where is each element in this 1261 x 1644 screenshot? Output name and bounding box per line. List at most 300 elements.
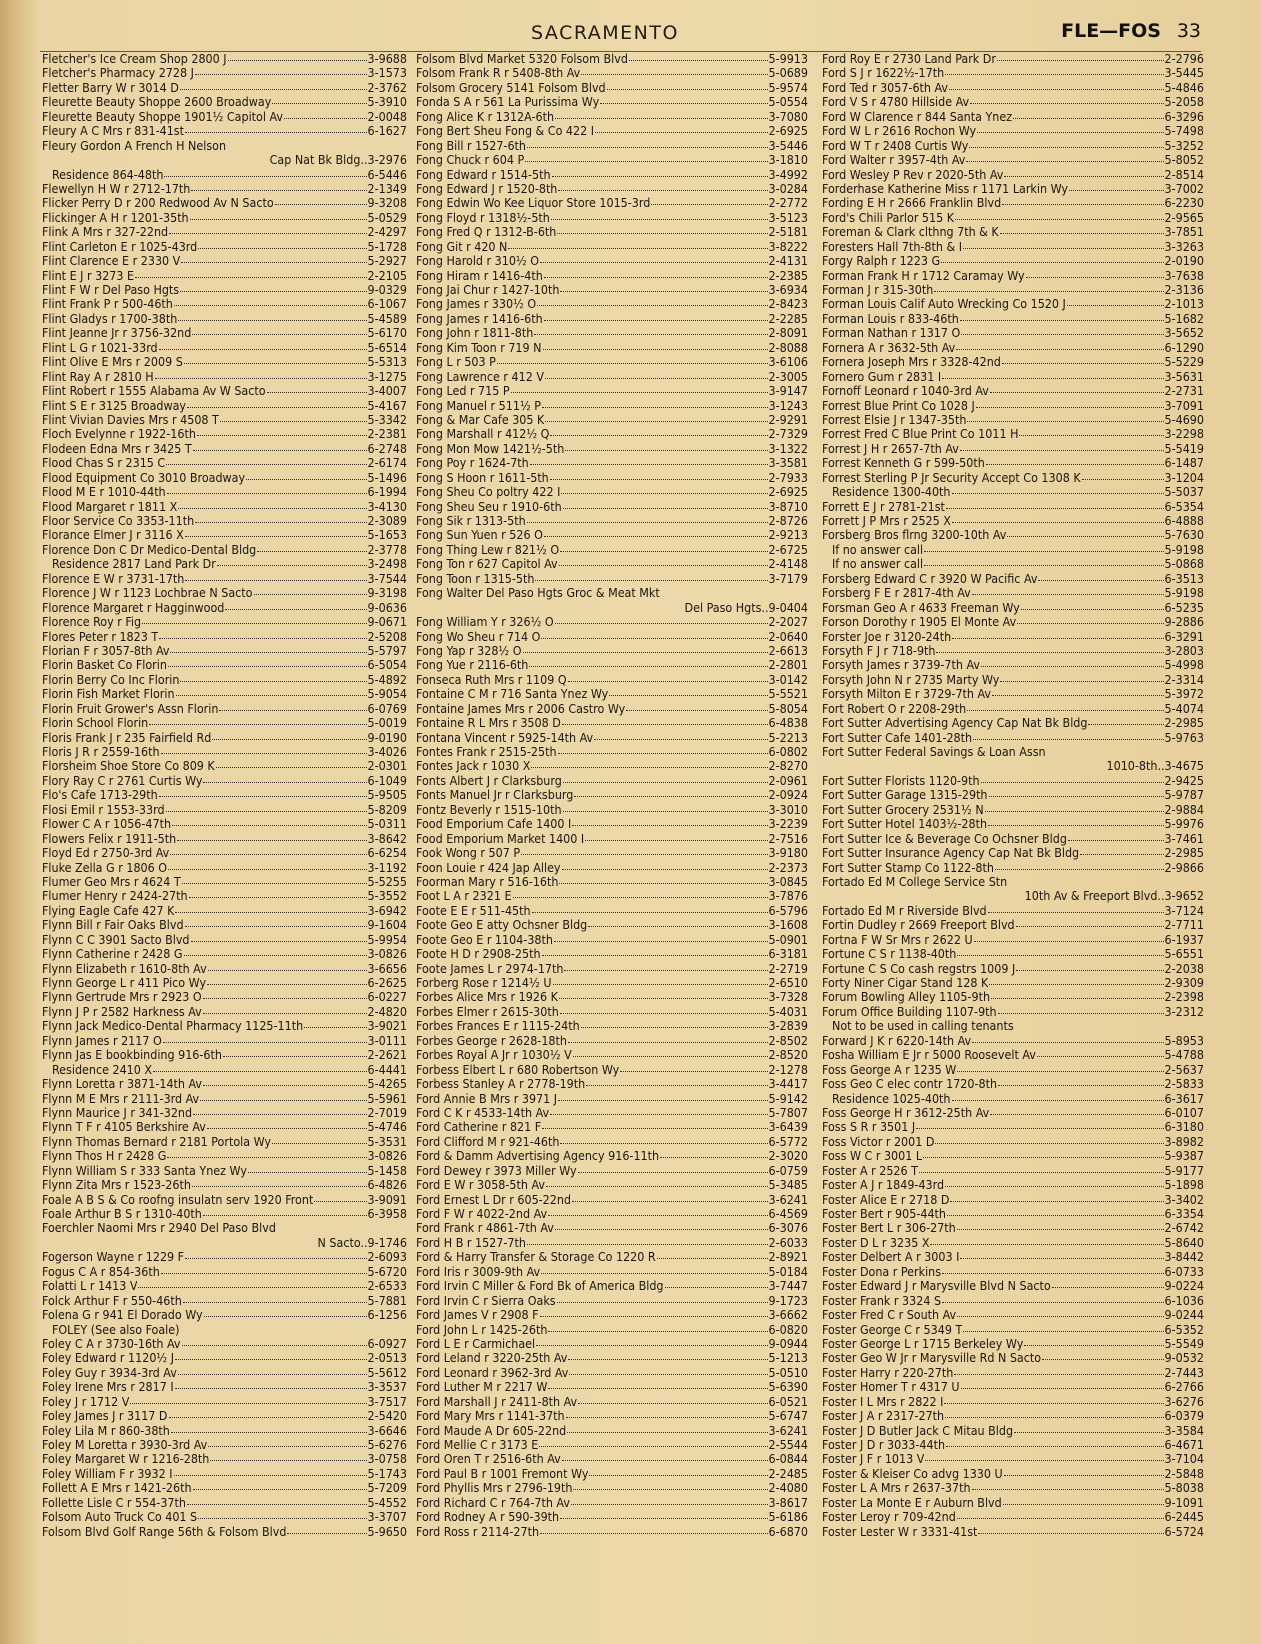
listing-phone: 2-6093 [367, 1249, 407, 1265]
listing-name: Fong Edward J r 1520-8th [416, 181, 558, 196]
listing-name: Flint L G r 1021-33rd [42, 340, 158, 355]
listing-name: Forman J r 315-30th [822, 283, 934, 297]
listing-name: Forman Louis Calif Auto Wrecking Co 1520 J [822, 297, 1066, 312]
listing-name: Flo's Cafe 1713-29th [42, 788, 158, 803]
listing-name: Flynn T F r 4105 Berkshire Av [42, 1120, 206, 1135]
listing-name: Foley Irene Mrs r 2817 I [42, 1380, 174, 1395]
leader-dots [963, 1321, 1163, 1332]
leader-dots [163, 1032, 367, 1043]
listing-name: Food Emporium Cafe 1400 I [416, 817, 572, 832]
leader-dots [167, 483, 367, 494]
listing-phone: 5-4788 [1164, 1047, 1204, 1063]
listing-phone: 2-8270 [768, 758, 808, 774]
listing-phone: 3-8222 [768, 238, 808, 254]
listing-name: Fornero Gum r 2831 I [822, 369, 942, 384]
listing-phone: 5-9505 [367, 787, 407, 803]
leader-dots [550, 425, 767, 436]
listing-phone: 6-2625 [367, 975, 407, 990]
leader-dots [272, 93, 366, 104]
leader-dots [989, 786, 1164, 797]
leader-dots [180, 79, 367, 90]
listing-name: Flint Olive E Mrs r 2009 S [42, 355, 183, 370]
listing-name: Ford Ted r 3057-6th Av [822, 80, 949, 95]
listing-phone: 2-2038 [1164, 960, 1204, 976]
leader-dots [207, 974, 366, 985]
listing-name: Forrett E J r 2781-21st [822, 499, 945, 514]
listing-name: Ford Walter r 3957-4th Av [822, 153, 966, 168]
listing-name: Flint Clarence E r 2330 V [42, 254, 181, 269]
listing-phone: 3-7328 [768, 989, 808, 1005]
listing-name: Fort Sutter Cafe 1401-28th [822, 730, 973, 745]
leader-dots [972, 584, 1164, 595]
leader-dots [578, 1393, 767, 1404]
listing-entry [416, 572, 808, 586]
listing-phone: 3-4026 [367, 744, 407, 759]
listing-phone: 5-3552 [367, 888, 407, 904]
listing-phone: 5-3342 [367, 411, 407, 427]
listing-name: Fong Alice K r 1312A-6th [416, 109, 555, 124]
listing-name: Ford Annie B Mrs r 3971 J [416, 1091, 558, 1106]
listing-name: Forsyth Milton E r 3729-7th Av [822, 687, 991, 702]
listing-name: Forman Nathan r 1317 O [822, 326, 961, 341]
leader-dots [248, 1162, 367, 1173]
leader-dots [175, 1349, 366, 1360]
leader-dots [228, 50, 367, 61]
leader-dots [578, 1162, 768, 1173]
listing-phone: 3-1810 [768, 152, 808, 168]
listing-name: Foster A J r 1849-43rd [822, 1178, 945, 1193]
listing-name: Forgy Ralph r 1223 G [822, 254, 941, 269]
leader-dots [535, 570, 767, 581]
listing-phone: 9-0190 [367, 729, 407, 745]
leader-dots [560, 1508, 767, 1519]
listing-name: Ford Catherine r 821 F [416, 1120, 542, 1135]
leader-dots [223, 1046, 367, 1057]
leader-dots [588, 916, 767, 927]
leader-dots [565, 440, 767, 451]
listing-phone: 2-5544 [768, 1437, 808, 1452]
listing-name: Ford & Damm Advertising Agency 916-11th [416, 1149, 660, 1164]
listing-phone: 3-2803 [1164, 642, 1204, 658]
leader-dots [581, 1017, 768, 1028]
listing-phone: 3-2839 [768, 1018, 808, 1034]
listing-name: Foster Bert r 905-44th [822, 1207, 946, 1221]
listing-phone: 2-0924 [768, 787, 808, 803]
leader-dots [585, 830, 767, 841]
listing-phone: 3-4992 [768, 166, 808, 182]
listing-name: Flynn Maurice J r 341-32nd [42, 1105, 193, 1120]
listing-name: Foster J F r 1013 V [822, 1452, 925, 1467]
listing-name: Flynn Thomas Bernard r 2181 Portola Wy [42, 1134, 272, 1149]
column-3 [822, 52, 1204, 1539]
listing-phone: 5-0554 [768, 94, 808, 110]
leader-dots [204, 1306, 367, 1317]
listing-name: Forrest Elsie J r 1347-35th [822, 412, 967, 427]
listing-phone: 6-2748 [367, 440, 407, 456]
leader-dots [568, 1032, 768, 1043]
listing-name: Ford Richard C r 764-7th Av [416, 1495, 570, 1510]
listing-name: Foster Edward J r Marysville Blvd N Sacto [822, 1279, 1051, 1294]
leader-dots [178, 1364, 367, 1375]
listing-phone: 9-0944 [768, 1335, 808, 1351]
listing-phone: 3-1573 [367, 65, 407, 81]
listing-name: Folsom Auto Truck Co 401 S [42, 1510, 198, 1525]
listing-name: Fleurette Beauty Shoppe 2600 Broadway [42, 95, 272, 110]
listing-name: Florin Basket Co Florin [42, 658, 167, 673]
leader-dots [560, 1133, 767, 1144]
leader-dots [988, 902, 1164, 913]
listing-phone: 2-4297 [367, 224, 407, 240]
leader-dots [935, 1133, 1163, 1144]
leader-dots [555, 108, 767, 119]
listing-name: Forrest Kenneth G r 599-50th [822, 456, 985, 471]
leader-dots [210, 1450, 366, 1461]
listing-phone: 2-1349 [367, 180, 407, 196]
leader-dots [529, 656, 767, 667]
listing-name: Fortune C S r 1138-40th [822, 947, 957, 962]
listing-name: Forman Frank H r 1712 Caramay Wy [822, 268, 1025, 283]
listing-phone: 2-5637 [1164, 1061, 1204, 1077]
leader-dots [1024, 1335, 1163, 1346]
leader-dots [916, 1118, 1163, 1129]
listing-phone: 2-4148 [768, 556, 808, 572]
leader-dots [135, 267, 366, 278]
leader-dots [976, 397, 1164, 408]
listing-name: Foss George A r 1235 W [822, 1062, 957, 1077]
listing-name: Flint Carleton E r 1025-43rd [42, 239, 198, 254]
listing-phone: 2-0513 [367, 1350, 407, 1366]
listing-phone: 6-3513 [1164, 570, 1204, 586]
listing-phone: 5-5229 [1164, 354, 1204, 370]
leader-dots [960, 310, 1164, 321]
listing-phone: 2-0301 [367, 758, 407, 774]
leader-dots [1082, 469, 1164, 480]
listing-name: Flynn Jas E bookbinding 916-6th [42, 1048, 222, 1063]
listing-phone: 6-1937 [1164, 931, 1204, 947]
leader-dots [166, 801, 367, 812]
listing-phone: 3-1192 [367, 859, 407, 875]
leader-dots [284, 108, 367, 119]
listing-phone: 3-6662 [768, 1307, 808, 1323]
listing-entry [42, 1221, 407, 1235]
listing-name: Forsyth F J r 718-9th [822, 643, 936, 658]
listing-name: Fonts Albert J r Clarksburg [416, 773, 562, 788]
listing-name: Fong Sun Yuen r 526 O [416, 528, 543, 543]
leader-dots [967, 411, 1163, 422]
listing-phone: 2-6742 [1164, 1220, 1204, 1236]
leader-dots [545, 368, 768, 379]
listing-phone: 5-9650 [367, 1523, 407, 1539]
listing-name: Folsom Grocery 5141 Folsom Blvd [416, 80, 606, 95]
listing-name: Ford L E r Carmichael [416, 1336, 536, 1351]
listing-phone: 3-3537 [367, 1379, 407, 1395]
listing-phone: 5-0311 [367, 816, 407, 832]
listing-name: Foley C A r 3730-16th Av [42, 1336, 181, 1351]
listing-name: Ford John L r 1425-26th [416, 1322, 548, 1337]
listing-phone: 6-0769 [367, 700, 407, 716]
listing-phone: 6-4441 [367, 1061, 407, 1077]
listing-name: Florian F r 3057-8th Av [42, 643, 170, 658]
leader-dots [548, 1378, 767, 1389]
listing-name: Flynn George L r 411 Pico Wy [42, 976, 207, 990]
listing-phone: 5-7498 [1164, 123, 1204, 139]
leader-dots [1000, 223, 1164, 234]
listing-phone: 5-9142 [768, 1090, 808, 1106]
listing-name: Flint Vivian Davies Mrs r 4508 T [42, 412, 219, 427]
listing-phone: 5-1458 [367, 1162, 407, 1178]
leader-dots [169, 1407, 367, 1418]
listing-phone: 5-2213 [768, 729, 808, 745]
leader-dots [185, 526, 367, 537]
listing-name: Florin Berry Co Inc Florin [42, 672, 180, 687]
listing-name: Forman Louis r 833-46th [822, 311, 959, 326]
listing-phone: 5-6390 [768, 1379, 808, 1395]
leader-dots [254, 584, 367, 595]
alpha-range: FLE—FOS [1061, 20, 1161, 42]
leader-dots [626, 700, 767, 711]
leader-dots [985, 801, 1164, 812]
listing-phone: 5-4265 [367, 1076, 407, 1092]
listing-name: Forbes Frances E r 1115-24th [416, 1019, 580, 1034]
listing-phone: 2-2985 [1164, 715, 1204, 731]
listing-phone: 6-1256 [367, 1307, 407, 1323]
leader-dots [957, 1061, 1163, 1072]
leader-dots [923, 1147, 1163, 1158]
listing-phone: 5-1653 [367, 527, 407, 543]
leader-dots [995, 859, 1164, 870]
listing-name: Ford W L r 2616 Rochon Wy [822, 124, 977, 139]
leader-dots [190, 209, 367, 220]
leader-dots [925, 1450, 1163, 1461]
listing-phone: 3-3581 [768, 455, 808, 471]
listing-name: Fong Thing Lew r 821½ O [416, 542, 560, 557]
leader-dots [924, 541, 1163, 552]
listing-phone: 9-1091 [1164, 1494, 1204, 1510]
listing-name: Foster George L r 1715 Berkeley Wy [822, 1336, 1024, 1351]
leader-dots [553, 974, 768, 985]
listing-phone: 3-6656 [367, 960, 407, 976]
listing-phone: 3-0826 [367, 1148, 407, 1164]
listing-phone: 5-9054 [367, 686, 407, 702]
listing-name: Flint S E r 3125 Broadway [42, 398, 187, 413]
leader-dots [203, 988, 367, 999]
leader-dots [563, 801, 768, 812]
listing-phone: 2-7443 [1164, 1364, 1204, 1380]
listing-phone: 3-0284 [768, 180, 808, 196]
leader-dots [153, 1061, 366, 1072]
listing-phone: 3-6439 [768, 1119, 808, 1135]
listing-phone: 6-1290 [1164, 339, 1204, 355]
listing-phone: 5-9954 [367, 931, 407, 947]
leader-dots [1088, 714, 1163, 725]
listing-phone: 5-1898 [1164, 1177, 1204, 1193]
listing-continuation: 10th Av & Freeport Blvd..3-9652 [1024, 888, 1204, 904]
listing-phone: 5-6170 [367, 325, 407, 341]
listing-entry [42, 139, 407, 153]
leader-dots [167, 1147, 366, 1158]
leader-dots [960, 440, 1164, 451]
listing-name: Fong Yap r 328½ O [416, 643, 522, 658]
leader-dots [208, 960, 367, 971]
listing-phone: 6-0802 [768, 744, 808, 759]
listing-phone: 3-0845 [768, 873, 808, 889]
listing-name: Flosi Emil r 1553-33rd [42, 802, 165, 817]
listing-name: Forbes Alice Mrs r 1926 K [416, 990, 558, 1005]
listing-continuation: 1010-8th..3-4675 [1106, 758, 1204, 774]
listing-phone: 2-6533 [367, 1278, 407, 1294]
listing-phone: 2-1278 [768, 1061, 808, 1077]
leader-dots [949, 79, 1164, 90]
leader-dots [572, 1191, 768, 1202]
leader-dots [944, 1393, 1163, 1404]
listing-name: Forum Bowling Alley 1105-9th [822, 990, 991, 1005]
leader-dots [936, 642, 1163, 653]
listing-phone: 5-9574 [768, 79, 808, 95]
listing-name: Flood M E r 1010-44th [42, 485, 166, 500]
listing-phone: 2-7019 [367, 1104, 407, 1120]
listing-name: Ford Paul B r 1001 Fremont Wy [416, 1466, 589, 1481]
listing-phone: 5-9763 [1164, 729, 1204, 745]
leader-dots [607, 79, 768, 90]
listing-name: Foster Frank r 3324 S [822, 1293, 942, 1308]
leader-dots [170, 642, 366, 653]
listing-entry [42, 1525, 407, 1539]
leader-dots [559, 988, 768, 999]
listing-phone: 3-1608 [768, 917, 808, 933]
listing-phone: 2-9565 [1164, 209, 1204, 225]
leader-dots [924, 555, 1163, 566]
listing-name: Fong Sheu Co poltry 422 I [416, 485, 561, 500]
listing-name: Flowers Felix r 1911-5th [42, 831, 177, 846]
listing-name: Ford Irvin C Miller & Ford Bk of America Bldg [416, 1279, 664, 1294]
leader-dots [558, 180, 767, 191]
listing-phone: 6-4671 [1164, 1437, 1204, 1452]
listing-name: Fonts Manuel Jr r Clarksburg [416, 788, 574, 803]
listing-name: Forsyth James r 3739-7th Av [822, 658, 980, 673]
listing-name: Foley Edward r 1120½ J [42, 1351, 175, 1366]
leader-dots [1002, 353, 1164, 364]
listing-name: Fort Sutter Florists 1120-9th [822, 773, 980, 788]
listing-phone: 6-3617 [1164, 1090, 1204, 1106]
listing-phone: 2-4080 [768, 1480, 808, 1496]
leader-dots [275, 194, 367, 205]
listing-continuation: N Sacto..9-1746 [317, 1234, 407, 1250]
leader-dots [182, 1335, 367, 1346]
listing-phone: 3-3584 [1164, 1422, 1204, 1438]
listing-name: Flying Eagle Cafe 427 K [42, 903, 175, 918]
leader-dots [969, 137, 1163, 148]
listing-name: Fook Wong r 507 P [416, 846, 521, 861]
listing-phone: 3-6276 [1164, 1393, 1204, 1409]
leader-dots [1016, 960, 1163, 971]
listing-phone: 5-5612 [367, 1364, 407, 1380]
leader-dots [198, 238, 366, 249]
listing-name: Foerchler Naomi Mrs r 2940 Del Paso Blvd [42, 1221, 276, 1236]
listing-name: Fong Manuel r 511½ P [416, 398, 542, 413]
listing-note: FOLEY (See also Foale) [52, 1321, 180, 1337]
listing-name: Fong & Mar Cafe 305 K [416, 412, 545, 427]
leader-dots [972, 1479, 1164, 1490]
leader-dots [557, 223, 767, 234]
listing-phone: 3-7461 [1164, 830, 1204, 846]
listing-name: Foster George C r 5349 T [822, 1322, 963, 1337]
listing-phone: 2-2985 [1164, 845, 1204, 861]
leader-dots [977, 122, 1163, 133]
listing-phone: 2-2801 [768, 657, 808, 673]
listing-phone: 2-6033 [768, 1234, 808, 1250]
listing-phone: 6-1049 [367, 772, 407, 788]
listing-name: Foster Fred C r South Av [822, 1308, 957, 1323]
listing-name: Flynn Gertrude Mrs r 2923 O [42, 990, 202, 1005]
listing-name: Fluke Zella G r 1806 O [42, 860, 168, 875]
listing-phone: 6-2766 [1164, 1379, 1204, 1395]
listing-name: Fong Sik r 1313-5th [416, 514, 526, 528]
listing-phone: 2-0640 [768, 628, 808, 644]
listing-phone: 6-4838 [768, 715, 808, 731]
listing-phone: 2-2285 [768, 310, 808, 326]
listing-phone: 2-8423 [768, 296, 808, 312]
listing-phone: 6-3296 [1164, 108, 1204, 124]
column-1 [42, 52, 407, 1539]
listing-name: Fort Sutter Ice & Beverage Co Ochsner Bldg [822, 831, 1067, 846]
leader-dots [257, 541, 366, 552]
leader-dots [660, 1147, 767, 1158]
listing-name: Flynn Thos H r 2428 G [42, 1149, 167, 1164]
listing-phone: 5-6514 [367, 339, 407, 355]
listing-name: Fong Hiram r 1416-4th [416, 268, 543, 283]
listing-phone: 6-0733 [1164, 1263, 1204, 1279]
listing-name: Foley William F r 3932 I [42, 1466, 173, 1481]
listing-phone: 2-3005 [768, 368, 808, 384]
leader-dots [665, 1277, 768, 1288]
listing-phone: 5-0901 [768, 931, 808, 947]
listing-phone: 6-4569 [768, 1206, 808, 1221]
listing-name: Fleury A C Mrs r 831-41st [42, 124, 184, 139]
listing-phone: 2-4820 [367, 1003, 407, 1019]
leader-dots [934, 281, 1163, 292]
leader-dots [978, 1523, 1163, 1534]
listing-phone: 3-9688 [367, 51, 407, 66]
listing-phone: 3-6646 [367, 1422, 407, 1438]
listing-name: Fornera Joseph Mrs r 3328-42nd [822, 355, 1001, 370]
listing-name: Fortado Ed M r Riverside Blvd [822, 903, 987, 918]
leader-dots [177, 830, 366, 841]
leader-dots [952, 628, 1163, 639]
leader-dots [571, 1494, 768, 1505]
leader-dots [609, 685, 767, 696]
listing-name: Fortado Ed M College Service Stn [822, 874, 1008, 889]
leader-dots [142, 613, 366, 624]
listing-name: Fong Bill r 1527-6th [416, 138, 526, 153]
listing-name: Foss George H r 3612-25th Av [822, 1105, 990, 1120]
listing-name: Ford Phyllis Mrs r 2796-19th [416, 1481, 573, 1496]
listing-phone: 9-1604 [367, 917, 407, 933]
leader-dots [1067, 295, 1164, 306]
listing-name: Fong Chuck r 604 P [416, 153, 525, 168]
listing-phone: 5-3485 [768, 1177, 808, 1193]
listing-phone: 2-8502 [768, 1032, 808, 1048]
listing-phone: 5-9198 [1164, 541, 1204, 557]
listing-phone: 2-2373 [768, 859, 808, 875]
listing-name: Residence 1025-40th [832, 1091, 951, 1106]
leader-dots [191, 180, 366, 191]
leader-dots [169, 223, 366, 234]
listing-name: Foote Geo E atty Ochsner Bldg [416, 918, 588, 933]
listing-name: Fogerson Wayne r 1229 F [42, 1250, 185, 1265]
listing-name: Florin School Florin [42, 716, 149, 731]
listing-name: Ford Oren T r 2516-6th Av [416, 1452, 561, 1467]
leader-dots [589, 1465, 767, 1476]
